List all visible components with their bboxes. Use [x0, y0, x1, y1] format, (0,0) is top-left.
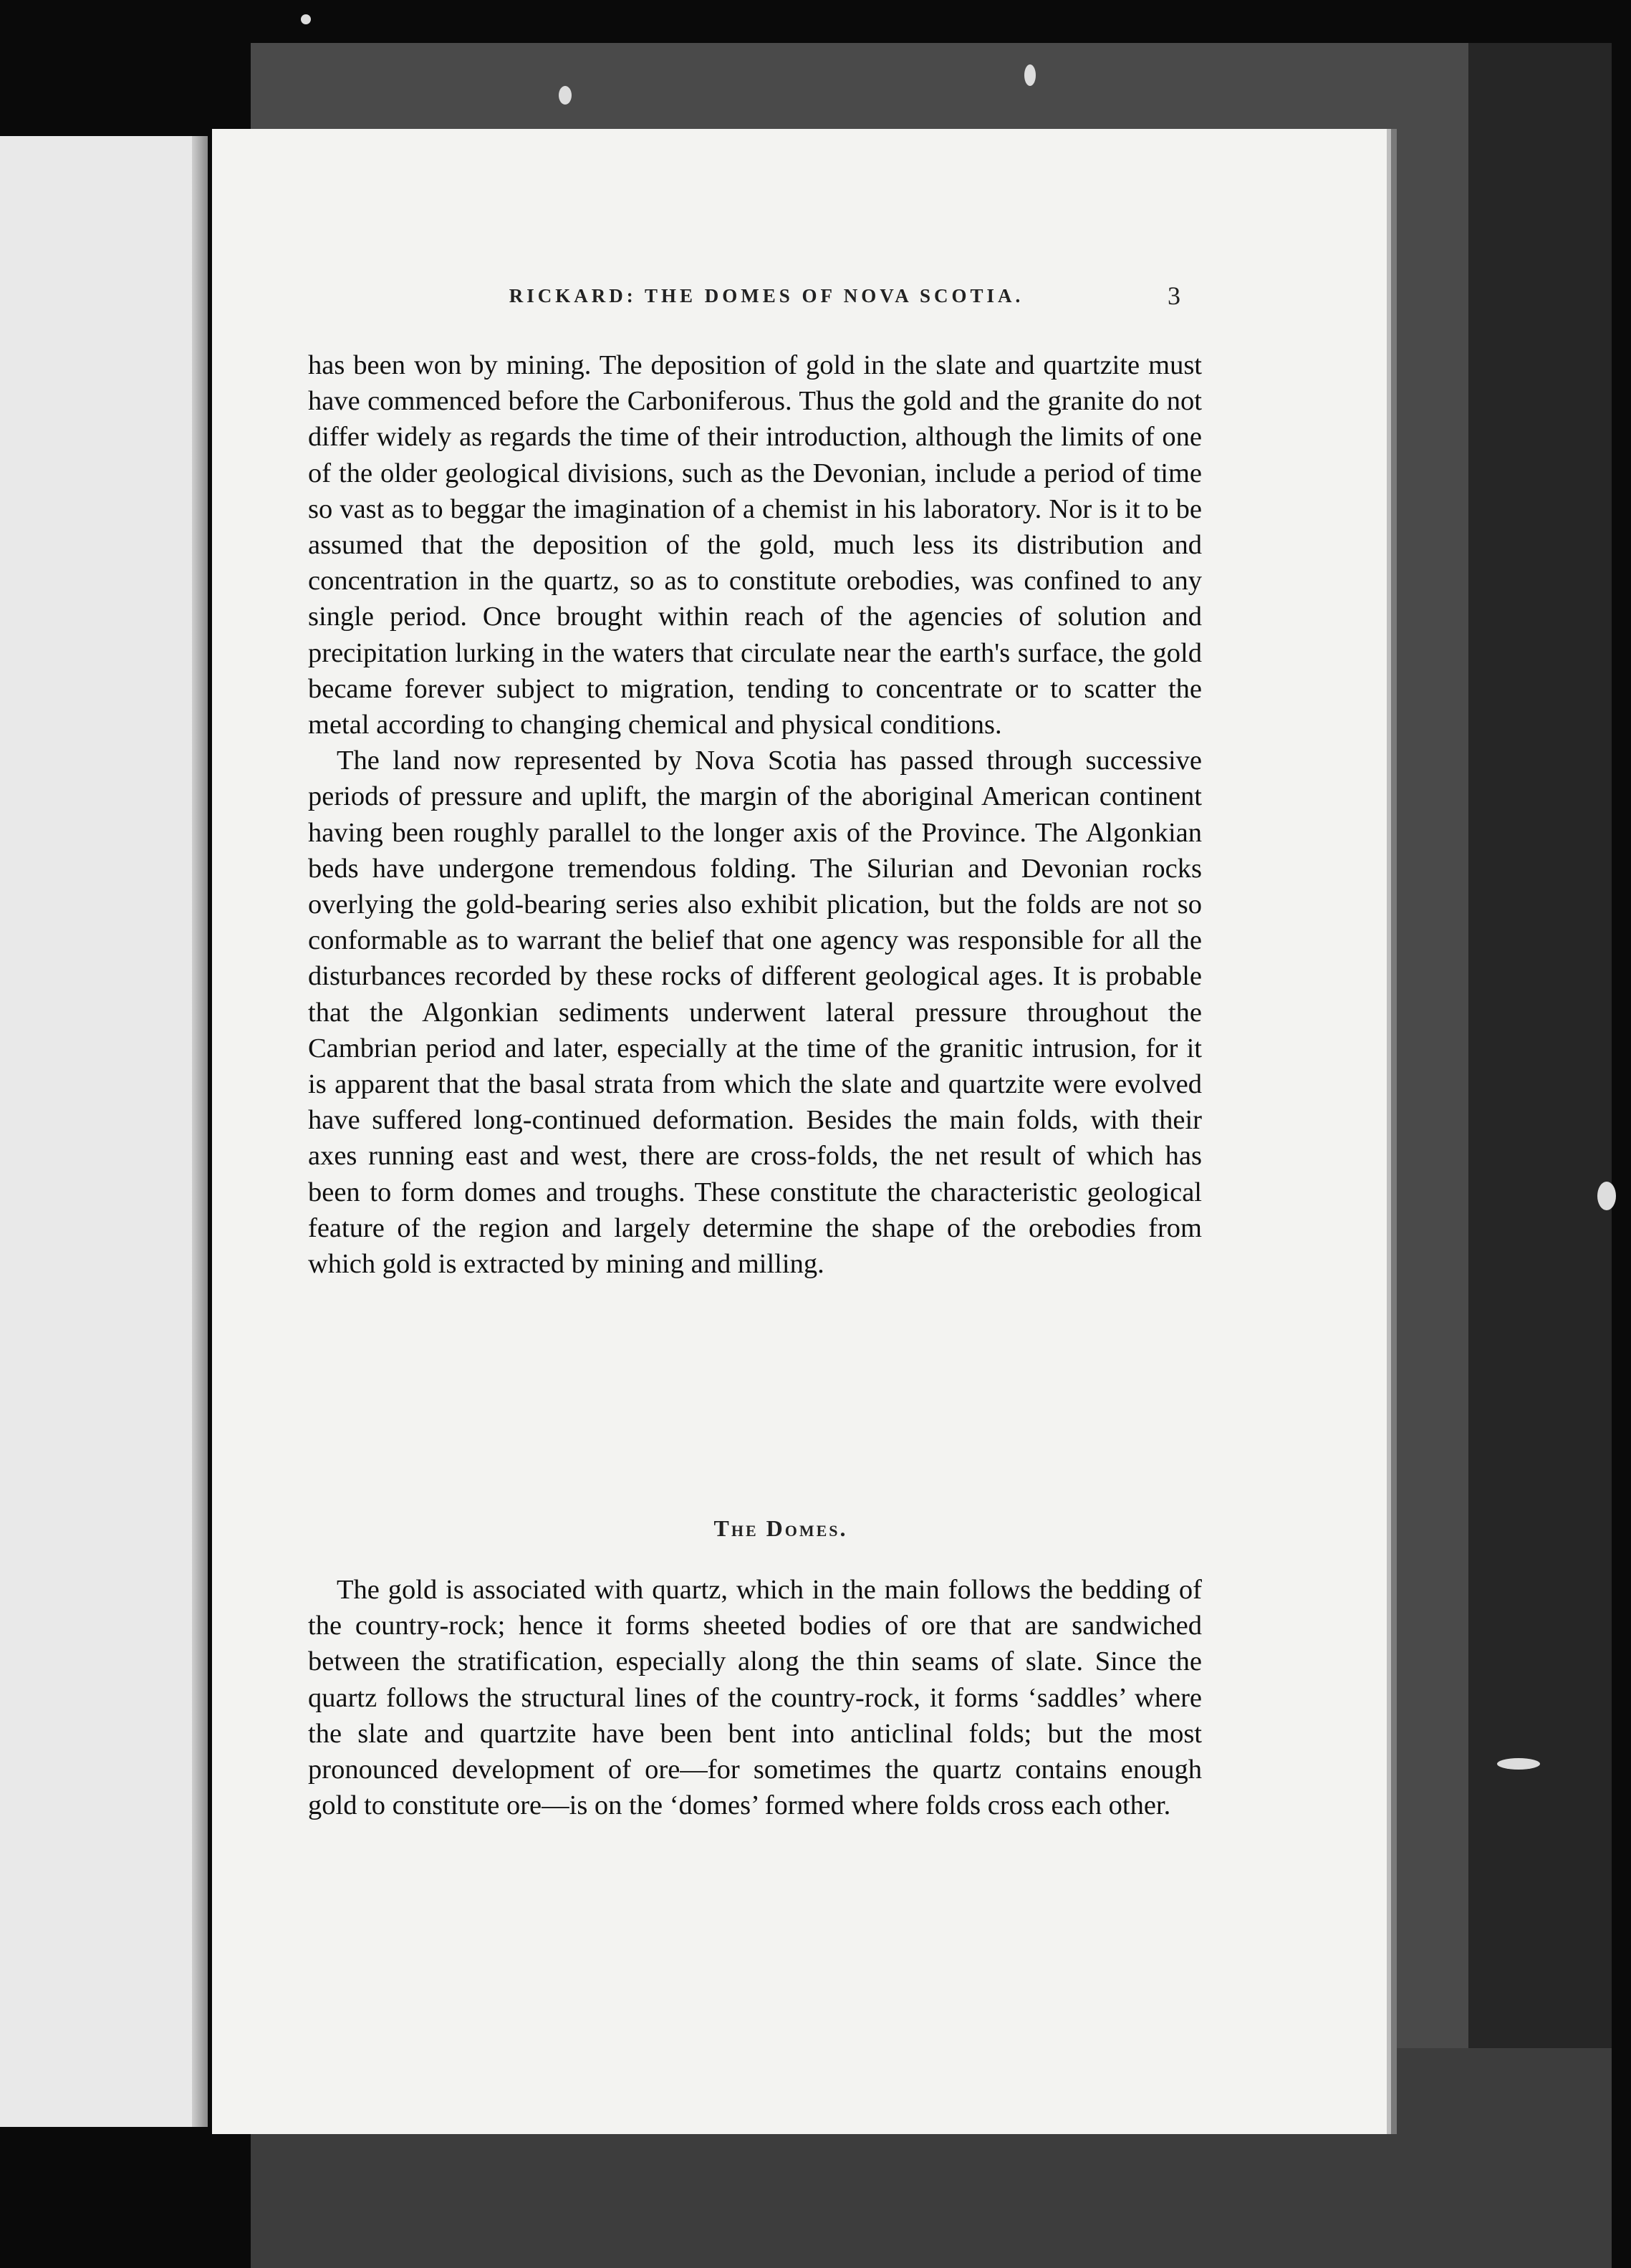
page-number: 3 [1168, 281, 1180, 310]
running-head: RICKARD: THE DOMES OF NOVA SCOTIA. [509, 285, 1024, 307]
film-speck [1024, 64, 1036, 86]
film-background-right [1468, 43, 1612, 2234]
section-heading: The Domes. [713, 1515, 848, 1541]
book-gutter [192, 136, 208, 2127]
paragraph-2: The land now represented by Nova Scotia has passed through successive periods of pressure and uplift, the margin of the aboriginal American continent having been roughly parallel to the longer axis of the Province. The Algonkian beds have undergone tremendous folding. The Silurian and Devonian rocks overlying the gold-bearing series also exhibit plication, but the folds are not so conformable as to warrant the belief that one agency was responsible for all the disturbances recorded by these rocks of different geological ages. It is probable that the Algonkian sediments underwent lateral pressure throughout the Cambrian period and later, especially at the time of the granitic intrusion, for it is apparent that the basal strata from which the slate and quartzite were evolved have suffered long-continued deformation. Besides the main folds, with their axes running east and west, there are cross-folds, the net result of which has been to form domes and troughs. These constitute the characteristic geological feature of the region and largely determine the shape of the orebodies from which gold is extracted by mining and milling. [308, 745, 1202, 1280]
paragraph-1: has been won by mining. The deposition of gold in the slate and quartzite must have commenced before the Carboniferous. Thus the gold and the granite do not differ widely as regards the time of their introduction, although the limits of one of the older geological divisions, such as the Devonian, include a period of time so vast as to beggar the imagination of a chemist in his laboratory. Nor is it to be assumed that the deposition of the gold, much less its distribution and concentration in the quartz, so as to constitute orebodies, was confined to any single period. Once brought within reach of the agencies of solution and precipitation lurking in the waters that circulate near the earth's surface, the gold became forever subject to migration, tending to concentrate or to scatter the metal according to changing chemical and physical conditions. [308, 350, 1202, 740]
film-speck [301, 14, 311, 24]
section-text [308, 1572, 1202, 1823]
film-speck [559, 86, 572, 105]
paragraph-3: The gold is associated with quartz, which in the main follows the bedding of the country-rock; hence it forms sheeted bodies of ore that are sandwiched between the stratification, especially along the thin seams of slate. Since the quartz follows the structural lines of the country-rock, it forms ‘saddles’ where the slate and quartzite have been bent into anticlinal folds; but the most pronounced development of ore—for sometimes the quartz contains enough gold to constitute ore—is on the ‘domes’ formed where folds cross each other. [308, 1575, 1202, 1821]
film-speck [1497, 1758, 1540, 1770]
main-text [308, 347, 1202, 1282]
facing-page [0, 136, 204, 2127]
film-speck [1597, 1182, 1616, 1210]
